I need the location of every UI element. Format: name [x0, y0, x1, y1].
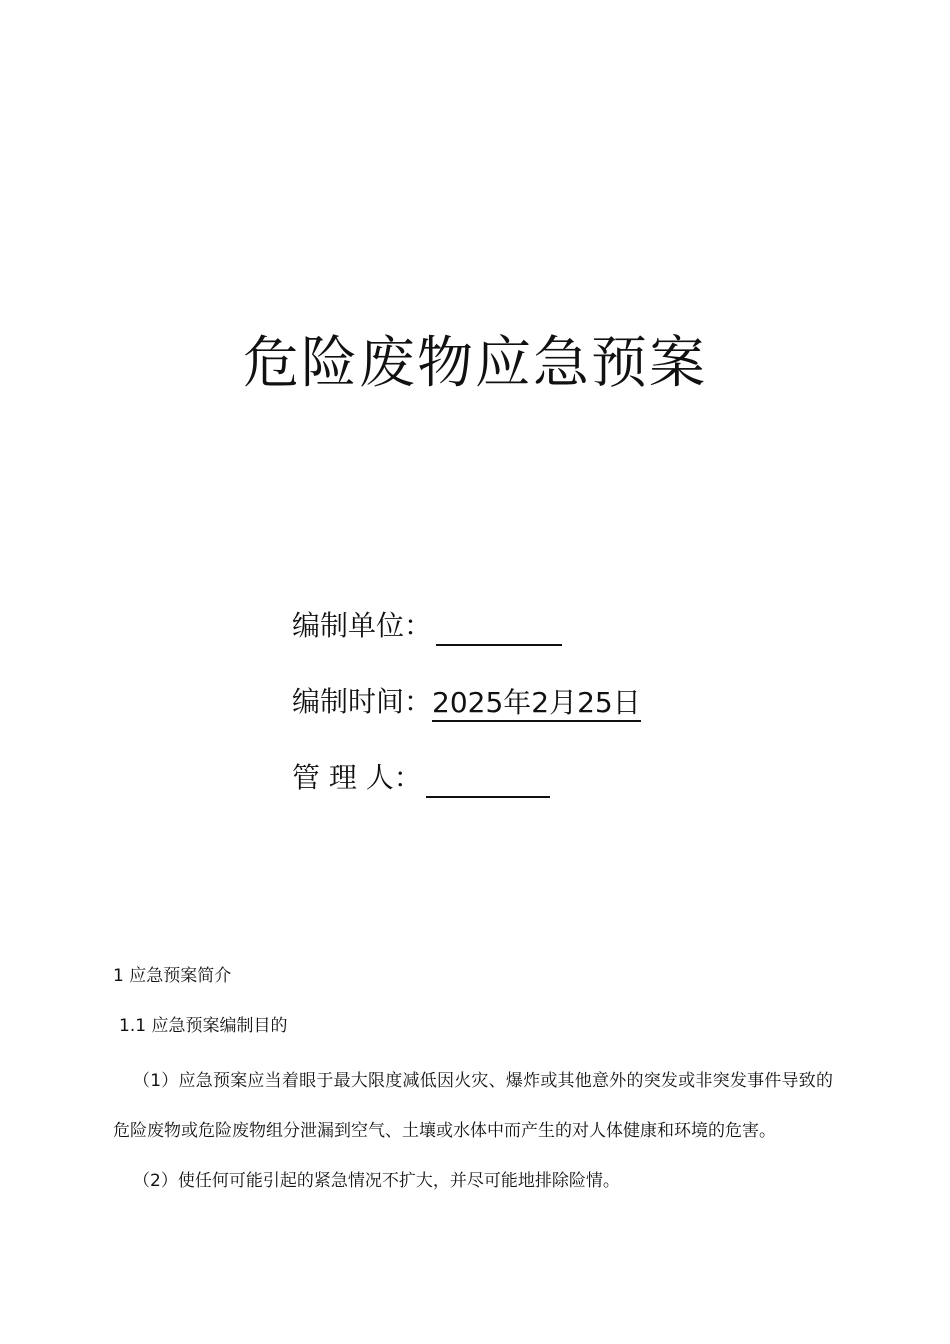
section-heading: 1 应急预案简介: [113, 966, 232, 986]
time-value: 2025年2月25日: [432, 686, 641, 722]
document-body: [113, 960, 833, 1206]
unit-row: [292, 606, 852, 646]
manager-row: [292, 758, 852, 798]
time-row: [292, 682, 852, 722]
document-title: 危险废物应急预案: [243, 331, 707, 396]
manager-blank-line: [426, 766, 550, 798]
subsection-heading: 1.1 应急预案编制目的: [119, 1016, 288, 1036]
cover-info-block: [292, 606, 852, 834]
paragraph: （1）应急预案应当着眼于最大限度减低因火灾、爆炸或其他意外的突发或非突发事件导致的危险废物或危险废物组分泄漏到空气、土壤或水体中而产生的对人体健康和环境的危害。: [113, 1071, 833, 1141]
manager-label: 管 理 人：: [292, 761, 422, 794]
unit-label: 编制单位：: [292, 609, 433, 642]
time-label: 编制时间：: [292, 685, 433, 718]
paragraph: （2）使任何可能引起的紧急情况不扩大，并尽可能地排除险情。: [133, 1171, 620, 1191]
unit-blank-line: [436, 614, 562, 646]
